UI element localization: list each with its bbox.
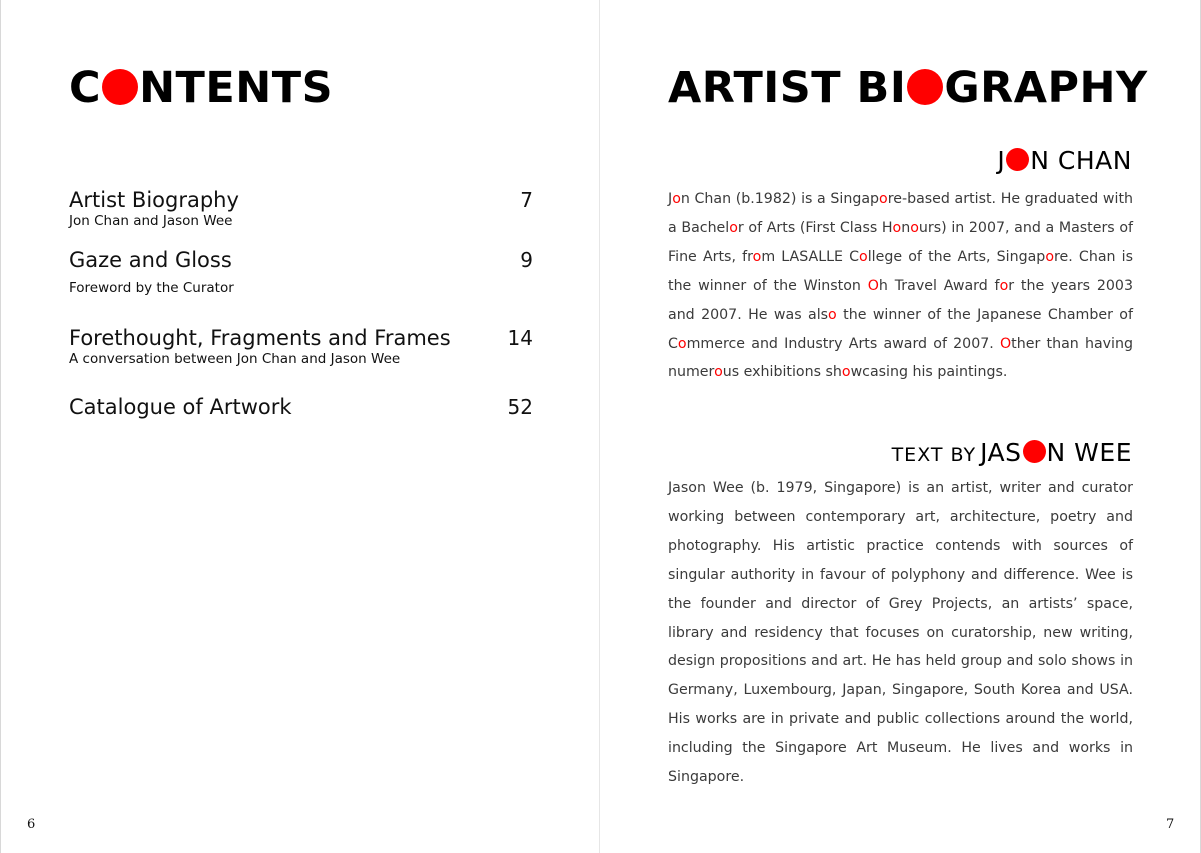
- bio-text-segment: m LASALLE C: [761, 248, 860, 265]
- bio-text-segment: n Chan (b.1982) is a Singap: [680, 191, 880, 207]
- writer-heading-end: N WEE: [1046, 438, 1132, 467]
- bio-text-segment: urs) in 2007, and a Masters of Fine Arts, fr: [668, 219, 1134, 265]
- toc-entry-artist-biography[interactable]: [69, 187, 533, 229]
- contents-title-end: NTENTS: [139, 63, 334, 113]
- bio-text-segment: re-based artist. He graduated with a Bachel: [668, 191, 1133, 236]
- artist-heading-start: J: [997, 146, 1006, 175]
- contents-title-start: C: [69, 63, 102, 113]
- artist-bio-paragraph: [668, 185, 1133, 387]
- bio-text-segment: ther than having numer: [668, 335, 1133, 381]
- red-dot-icon: [102, 69, 138, 105]
- red-dot-icon: [1023, 440, 1046, 463]
- toc-entry-title: Gaze and Gloss: [69, 248, 232, 272]
- highlighted-letter: o: [714, 364, 723, 381]
- artist-heading-end: N CHAN: [1030, 146, 1132, 175]
- toc-entry-page: 7: [520, 188, 533, 212]
- toc-entry-forethought[interactable]: [69, 325, 533, 367]
- highlighted-letter: o: [879, 191, 888, 207]
- highlighted-letter: O: [1000, 335, 1012, 352]
- artist-biography-title: [668, 62, 1148, 114]
- highlighted-letter: O: [867, 277, 879, 294]
- bio-text-segment: mmerce and Industry Arts award of 2007.: [686, 335, 1000, 352]
- toc-entry-subtitle: Foreword by the Curator: [69, 280, 234, 296]
- highlighted-letter: o: [1045, 248, 1055, 265]
- bio-text-segment: wcasing his paintings.: [850, 364, 1008, 381]
- toc-entry-title: Forethought, Fragments and Frames: [69, 326, 451, 350]
- highlighted-letter: o: [672, 191, 681, 207]
- toc-entry-page: 14: [507, 326, 533, 350]
- red-dot-icon: [907, 69, 943, 105]
- text-by-label: TEXT BY: [891, 444, 977, 466]
- toc-entry-title: Artist Biography: [69, 188, 239, 212]
- bio-text-segment: us exhibitions sh: [722, 364, 842, 381]
- artist-name-heading: [997, 144, 1132, 178]
- highlighted-letter: o: [828, 306, 837, 323]
- toc-entry-page: 52: [507, 395, 533, 419]
- toc-entry-catalogue[interactable]: [69, 394, 533, 420]
- left-page: [0, 0, 600, 853]
- right-page: [601, 0, 1201, 853]
- page-number-right: 7: [1166, 817, 1175, 832]
- highlighted-letter: o: [999, 277, 1009, 294]
- toc-entry-page: 9: [520, 248, 533, 272]
- toc-entry-subtitle: Jon Chan and Jason Wee: [69, 213, 233, 229]
- highlighted-letter: o: [729, 219, 738, 236]
- highlighted-letter: o: [752, 248, 762, 265]
- highlighted-letter: o: [892, 219, 902, 236]
- biography-title-end: GRAPHY: [944, 63, 1148, 113]
- bio-text-segment: J: [668, 191, 673, 207]
- writer-name-heading: [892, 436, 1132, 472]
- toc-entry-subtitle: A conversation between Jon Chan and Jason Wee: [69, 351, 401, 367]
- highlighted-letter: o: [841, 364, 851, 381]
- bio-text-segment: the winner of the Japanese Chamber of C: [668, 306, 1133, 352]
- bio-text-segment: h Travel Award f: [878, 277, 1000, 294]
- red-dot-icon: [1006, 148, 1029, 171]
- bio-text-segment: re. Chan is the winner of the Winston: [668, 248, 1134, 294]
- highlighted-letter: o: [677, 335, 687, 352]
- toc-entry-gaze-and-gloss[interactable]: [69, 247, 533, 296]
- toc-entry-title: Catalogue of Artwork: [69, 395, 292, 419]
- highlighted-letter: o: [910, 219, 919, 236]
- bio-text-segment: r of Arts (First Class H: [737, 219, 893, 236]
- contents-title: [69, 62, 333, 114]
- bio-text-segment: n: [901, 219, 911, 236]
- bio-text-segment: r the years 2003 and 2007. He was als: [668, 277, 1133, 323]
- page-number-left: 6: [27, 817, 36, 832]
- writer-heading-start: JAS: [980, 438, 1022, 467]
- bio-text-segment: llege of the Arts, Singap: [867, 248, 1046, 265]
- biography-title-start: ARTIST BI: [668, 63, 907, 113]
- highlighted-letter: o: [859, 248, 868, 265]
- writer-bio-paragraph: Jason Wee (b. 1979, Singapore) is an artist, writer and curator working between contemporary art, architecture, poetry and photography. His artistic practice contends with sources of singular authority in favour of polyphony and difference. Wee is the founder and director of Grey Projects, an artists’ space, library and residency that focuses on curatorship, new writing, design propositions and art. He has held group and solo shows in Germany, Luxembourg, Japan, Singapore, South Korea and USA. His works are in private and public collections around the world, including the Singapore Art Museum. He lives and works in Singapore.: [668, 480, 1133, 786]
